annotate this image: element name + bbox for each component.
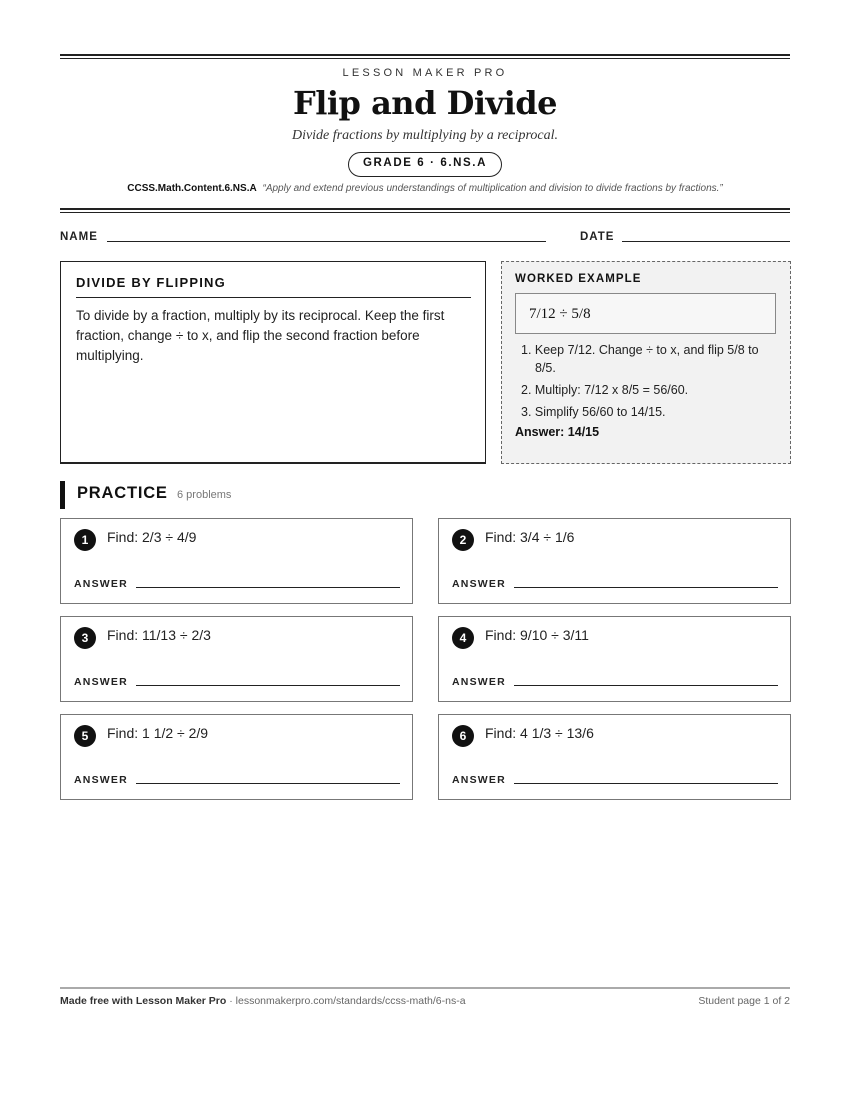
problem-card: [438, 616, 791, 702]
grade-badge-row: [60, 152, 790, 177]
problem-card: [60, 616, 413, 702]
problem-number-badge: 5: [74, 725, 96, 747]
problem-card: [60, 714, 413, 800]
problem-prompt: Find: 9/10 ÷ 3/11: [485, 627, 589, 643]
answer-label: ANSWER: [74, 676, 128, 688]
date-field-line[interactable]: [622, 241, 790, 242]
worked-example-step: 1. Keep 7/12. Change ÷ to x, and flip 5/8 to 8/5.: [521, 343, 759, 375]
problem-number-badge: 4: [452, 627, 474, 649]
problem-number-badge: 2: [452, 529, 474, 551]
answer-label: ANSWER: [74, 774, 128, 786]
answer-label: ANSWER: [452, 578, 506, 590]
answer-line[interactable]: [136, 685, 400, 686]
concept-box: [60, 261, 486, 464]
problem-card: [438, 518, 791, 604]
problem-card: [438, 714, 791, 800]
problem-number-badge: 1: [74, 529, 96, 551]
problem-number-badge: 3: [74, 627, 96, 649]
problem-prompt: Find: 1 1/2 ÷ 2/9: [107, 725, 209, 741]
standard-line: [60, 183, 790, 194]
date-label: DATE: [580, 231, 615, 243]
worked-example-box: [501, 261, 791, 464]
name-field-line[interactable]: [107, 241, 546, 242]
footer-url[interactable]: · lessonmakerpro.com/standards/ccss-math/6-ns-a: [226, 995, 466, 1007]
page-subtitle: Divide fractions by multiplying by a reciprocal.: [291, 128, 559, 143]
concept-title: DIVIDE BY FLIPPING: [76, 275, 471, 298]
header-bottom-rule: [60, 208, 790, 213]
worked-example-steps: [515, 341, 777, 421]
answer-line[interactable]: [514, 685, 778, 686]
answer-label: ANSWER: [452, 676, 506, 688]
practice-count: 6 problems: [177, 489, 232, 501]
footer-page-number: Student page 1 of 2: [698, 995, 790, 1007]
practice-accent-bar: [60, 481, 65, 509]
standard-description: “Apply and extend previous understandings of multiplication and division to divide fractions by fractions.”: [262, 183, 723, 194]
problem-prompt: Find: 11/13 ÷ 2/3: [107, 627, 211, 643]
worked-example-title: WORKED EXAMPLE: [515, 273, 642, 285]
worked-example-problem: 7/12 ÷ 5/8: [515, 293, 776, 334]
answer-label: ANSWER: [74, 578, 128, 590]
answer-line[interactable]: [136, 783, 400, 784]
practice-heading: PRACTICE: [77, 484, 168, 502]
worksheet-page: [60, 0, 790, 1100]
footer-made-with: Made free with Lesson Maker Pro: [60, 995, 227, 1007]
standard-code: CCSS.Math.Content.6.NS.A: [127, 183, 257, 194]
footer-credit: [60, 995, 466, 1007]
name-label: NAME: [60, 231, 98, 243]
problem-number-badge: 6: [452, 725, 474, 747]
problem-prompt: Find: 3/4 ÷ 1/6: [485, 529, 575, 545]
answer-line[interactable]: [136, 587, 400, 588]
concept-body: To divide by a fraction, multiply by its reciprocal. Keep the first fraction, change ÷ to x, and flip the second fraction before multiplying.: [76, 308, 445, 363]
answer-line[interactable]: [514, 783, 778, 784]
worked-example-step: 3. Simplify 56/60 to 14/15.: [521, 405, 666, 419]
header-top-rule: [60, 54, 790, 59]
answer-label: ANSWER: [452, 774, 506, 786]
grade-badge: GRADE 6 · 6.NS.A: [348, 152, 502, 177]
page-title: Flip and Divide: [293, 84, 557, 122]
worked-example-answer: Answer: 14/15: [515, 425, 600, 439]
problem-card: [60, 518, 413, 604]
problem-prompt: Find: 2/3 ÷ 4/9: [107, 529, 197, 545]
problem-prompt: Find: 4 1/3 ÷ 13/6: [485, 725, 594, 741]
brand-name: LESSON MAKER PRO: [342, 67, 508, 79]
worked-example-step: 2. Multiply: 7/12 x 8/5 = 56/60.: [521, 383, 689, 397]
answer-line[interactable]: [514, 587, 778, 588]
footer-rule: [60, 987, 790, 989]
